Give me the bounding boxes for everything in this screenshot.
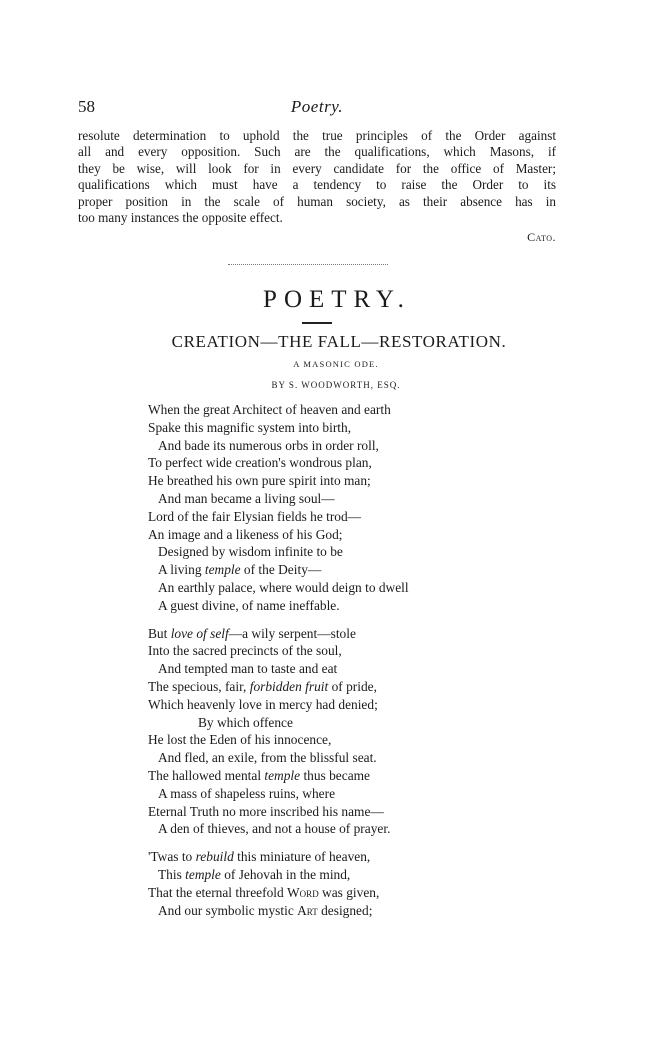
prose-line: resolute determination to uphold the true principles of the Order against xyxy=(78,128,556,143)
verse-line: Designed by wisdom infinite to be xyxy=(158,544,343,560)
prose-line: proper position in the scale of human society, as their absence has in xyxy=(78,193,556,209)
prose-line: they be wise, will look for in every candidate for the office of Master; xyxy=(78,160,556,176)
verse-line xyxy=(148,866,528,884)
verse-text: —a wily serpent—stole xyxy=(228,625,356,641)
signature: Cato. xyxy=(527,230,556,244)
verse-line xyxy=(148,561,528,579)
poem-author: BY S. WOODWORTH, ESQ. xyxy=(271,380,401,390)
verse-emphasis: temple xyxy=(264,767,301,783)
prose-line: too many instances the opposite effect. xyxy=(78,210,283,226)
verse-line xyxy=(148,678,528,696)
verse-line xyxy=(148,902,528,920)
prose-paragraph xyxy=(78,128,556,226)
verse-line: He breathed his own pure spirit into man; xyxy=(148,473,371,489)
verse-emphasis: love of self xyxy=(170,625,229,641)
running-title: Poetry. xyxy=(290,97,344,116)
verse-text: That the eternal threefold xyxy=(148,884,288,900)
verse-text: But xyxy=(148,625,171,641)
verse-emphasis: temple xyxy=(185,866,221,882)
section-title: POETRY. xyxy=(263,286,411,313)
stanza-3 xyxy=(148,848,528,919)
verse-line xyxy=(148,767,528,785)
verse-line: When the great Architect of heaven and earth xyxy=(148,402,391,417)
stanza-1 xyxy=(148,401,528,615)
verse-line: By which offence xyxy=(198,714,293,730)
verse-text: The specious, fair, xyxy=(148,678,250,694)
verse-text: was given, xyxy=(318,884,380,900)
verse-text: of the Deity— xyxy=(240,562,322,578)
poem-body xyxy=(148,401,528,929)
verse-text: And our symbolic mystic xyxy=(158,902,298,918)
verse-line: Which heavenly love in mercy had denied; xyxy=(148,696,378,712)
verse-text: A living xyxy=(158,562,205,578)
prose-line: all and every opposition. Such are the qualifications, which Masons, if xyxy=(78,144,556,160)
verse-line xyxy=(148,884,528,902)
verse-line: Eternal Truth no more inscribed his name— xyxy=(148,803,384,819)
verse-line: And bade its numerous orbs in order roll, xyxy=(158,437,379,453)
verse-smallcaps: Art xyxy=(297,902,318,918)
verse-emphasis: forbidden fruit xyxy=(249,678,329,694)
verse-text: The hallowed mental xyxy=(148,767,265,783)
poem-subtitle: A MASONIC ODE. xyxy=(293,359,379,369)
section-divider xyxy=(228,264,388,265)
verse-line: A den of thieves, and not a house of prayer. xyxy=(158,821,391,837)
verse-line: Spake this magnific system into birth, xyxy=(148,419,352,435)
verse-line: And tempted man to taste and eat xyxy=(158,661,338,677)
verse-line: A mass of shapeless ruins, where xyxy=(158,785,336,801)
verse-smallcaps: Word xyxy=(287,884,319,900)
verse-line: Lord of the fair Elysian fields he trod— xyxy=(148,508,362,524)
verse-line xyxy=(148,848,528,866)
verse-line: He lost the Eden of his innocence, xyxy=(148,732,332,748)
poem-title: CREATION—THE FALL—RESTORATION. xyxy=(171,332,507,351)
stanza-2 xyxy=(148,625,528,839)
verse-line: A guest divine, of name ineffable. xyxy=(158,597,340,613)
title-rule xyxy=(302,322,332,324)
verse-line: To perfect wide creation's wondrous plan, xyxy=(148,455,372,471)
verse-text: 'Twas to xyxy=(148,849,196,865)
verse-line: And man became a living soul— xyxy=(158,490,335,506)
verse-line xyxy=(148,625,528,643)
verse-line: And fled, an exile, from the blissful seat. xyxy=(158,750,377,766)
verse-text: designed; xyxy=(317,902,373,918)
verse-line: Into the sacred precincts of the soul, xyxy=(148,643,342,659)
running-head xyxy=(78,97,556,119)
verse-text: of Jehovah in the mind, xyxy=(220,866,351,882)
verse-line: An earthly palace, where would deign to dwell xyxy=(158,579,409,595)
verse-emphasis: rebuild xyxy=(195,849,234,865)
page-number: 58 xyxy=(78,97,95,116)
verse-line: An image and a likeness of his God; xyxy=(148,526,343,542)
verse-emphasis: temple xyxy=(204,562,241,578)
verse-text: of pride, xyxy=(328,678,377,694)
verse-text: this miniature of heaven, xyxy=(233,849,371,865)
verse-text: This xyxy=(158,866,186,882)
verse-text: thus became xyxy=(300,767,370,783)
prose-line: qualifications which must have a tendency to raise the Order to its xyxy=(78,177,556,193)
